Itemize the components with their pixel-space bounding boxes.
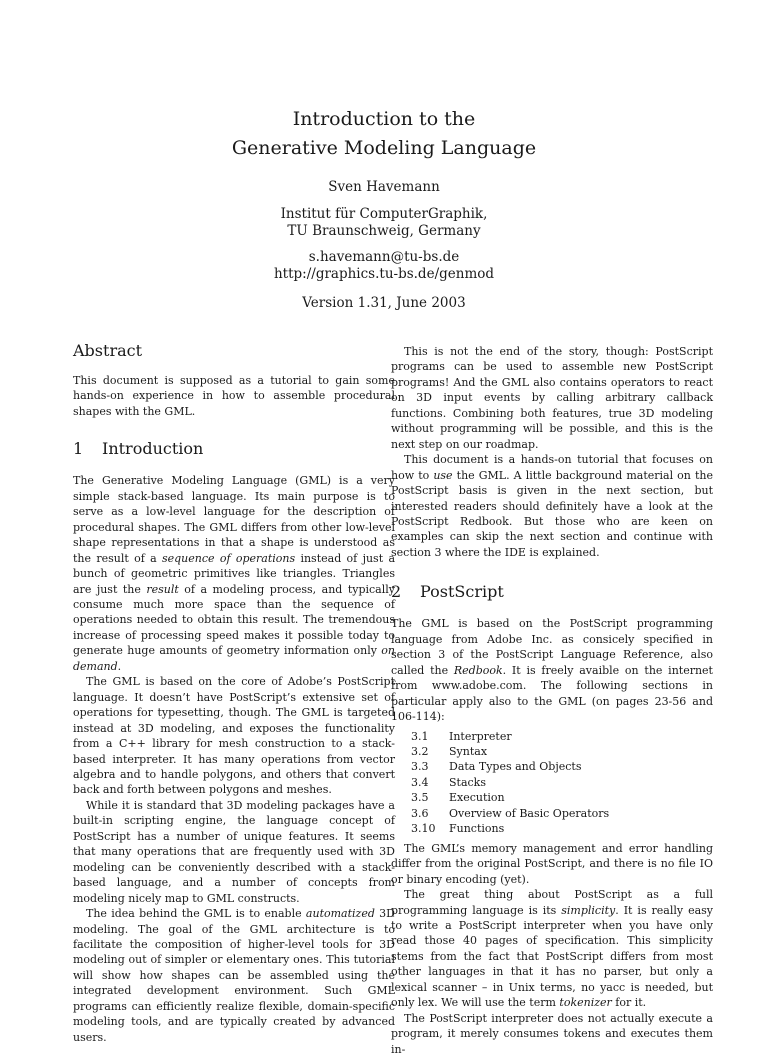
intro-paragraph-3: While it is standard that 3D modeling packages have a built-in scripting engine, the language concept of PostScript has a number of unique features. It seems that many operations that are frequently used with 3D modeling can be conveniently described with a stack-based language, and a number of concepts from modeling nicely map to GML constructs.	[73, 798, 395, 905]
section-number: 1	[73, 439, 84, 459]
list-item: 3.1 Interpreter	[411, 729, 512, 743]
list-item: 3.6 Overview of Basic Operators	[411, 806, 610, 820]
left-column	[73, 341, 395, 1045]
abstract-text: This document is supposed as a tutorial to gain some hands-on experience in how to assemble procedural shapes with the GML.	[73, 374, 395, 418]
postscript-paragraph-4: The PostScript interpreter does not actually execute a program, it merely consumes tokens and executes them in-	[391, 1011, 713, 1056]
paper-title-line2: Generative Modeling Language	[231, 137, 537, 159]
postscript-paragraph-3: The great thing about PostScript as a full programming language is its simplicity. It is really easy to write a PostScript interpreter when you have only read those 40 pages of specification. This simplicity stems from the fact that PostScript differs from most other languages in that it has no parser, but only a lexical scanner – in Unix terms, no yacc is needed, but only lex. We will use the term tokenizer for it.	[391, 888, 713, 1010]
list-item: 3.2 Syntax	[411, 744, 488, 758]
institute-line1: Institut für ComputerGraphik,	[280, 206, 488, 222]
abstract-heading: Abstract	[73, 341, 143, 360]
project-url: http://graphics.tu-bs.de/genmod	[273, 266, 495, 282]
institute-line2: TU Braunschweig, Germany	[287, 223, 481, 239]
section-number: 2	[391, 582, 402, 602]
postscript-paragraph-2: The GML’s memory management and error handling differ from the original PostScript, and there is no file IO or binary encoding (yet).	[391, 841, 713, 886]
section-heading-postscript	[391, 582, 713, 602]
section-title: PostScript	[420, 582, 504, 602]
section-list	[411, 729, 713, 837]
intro-paragraph-1: The Generative Modeling Language (GML) is a very simple stack-based language. Its main purpose is to serve as a low-level language for the description of procedural shapes. The GML differs from other low-level shape representations in that a shape is understood as the result of a sequence of operations instead of just a bunch of geometric primitives like triangles. Triangles are just the result of a modeling process, and typically consume much more space than the sequence of operations needed to obtain this result. The tremendous increase of processing speed makes it possible today to generate huge amounts of geometry information only on demand.	[73, 474, 395, 673]
intro-continued-paragraph-1: This is not the end of the story, though: PostScript programs can be used to assemble new PostScript programs! And the GML also contains operators to react on 3D input events by calling arbitrary callback functions. Combining both features, true 3D modeling without programming will be possible, and this is the next step on our roadmap.	[391, 345, 713, 451]
paper-title-line1: Introduction to the	[292, 108, 476, 130]
intro-continued-paragraph-2: This document is a hands-on tutorial that focuses on how to use the GML. A little background material on the PostScript basis is given in the next section, but interested readers should definitely have a look at the PostScript Redbook. But those who are keen on examples can skip the next section and continue with section 3 where the IDE is explained.	[391, 453, 713, 559]
list-item: 3.4 Stacks	[411, 775, 486, 789]
version-line: Version 1.31, June 2003	[302, 295, 466, 311]
author-email: s.havemann@tu-bs.de	[308, 249, 460, 265]
intro-paragraph-2: The GML is based on the core of Adobe’s PostScript language. It doesn’t have PostScript’s extensive set of operations for typesetting, though. The GML is targeted instead at 3D modeling, and exposes the functionality from a C++ library for mesh construction to a stack-based interpreter. It has many operations from vector algebra and to handle polygons, and others that convert back and forth between polygons and meshes.	[73, 675, 395, 797]
right-column	[391, 344, 713, 1057]
intro-paragraph-4: The idea behind the GML is to enable automatized 3D modeling. The goal of the GML architecture is to facilitate the composition of higher-level tools for 3D modeling out of simpler or elementary ones. This tutorial will show how shapes can be assembled using the integrated development environment. Such GML programs can efficiently realize flexible, domain-specific modeling tools, and are typically created by advanced users.	[73, 907, 395, 1044]
section-heading-introduction	[73, 439, 395, 459]
postscript-paragraph-1: The GML is based on the PostScript programming language from Adobe Inc. as consicely specified in section 3 of the PostScript Language Reference, also called the Redbook. It is freely avaible on the internet from www.adobe.com. The following sections in particular apply also to the GML (on pages 23-56 and 106-114):	[391, 617, 713, 724]
list-item: 3.10 Functions	[411, 822, 505, 836]
list-item: 3.3 Data Types and Objects	[411, 760, 582, 774]
author-name: Sven Havemann	[328, 179, 440, 195]
section-title: Introduction	[102, 439, 204, 459]
list-item: 3.5 Execution	[411, 791, 505, 805]
